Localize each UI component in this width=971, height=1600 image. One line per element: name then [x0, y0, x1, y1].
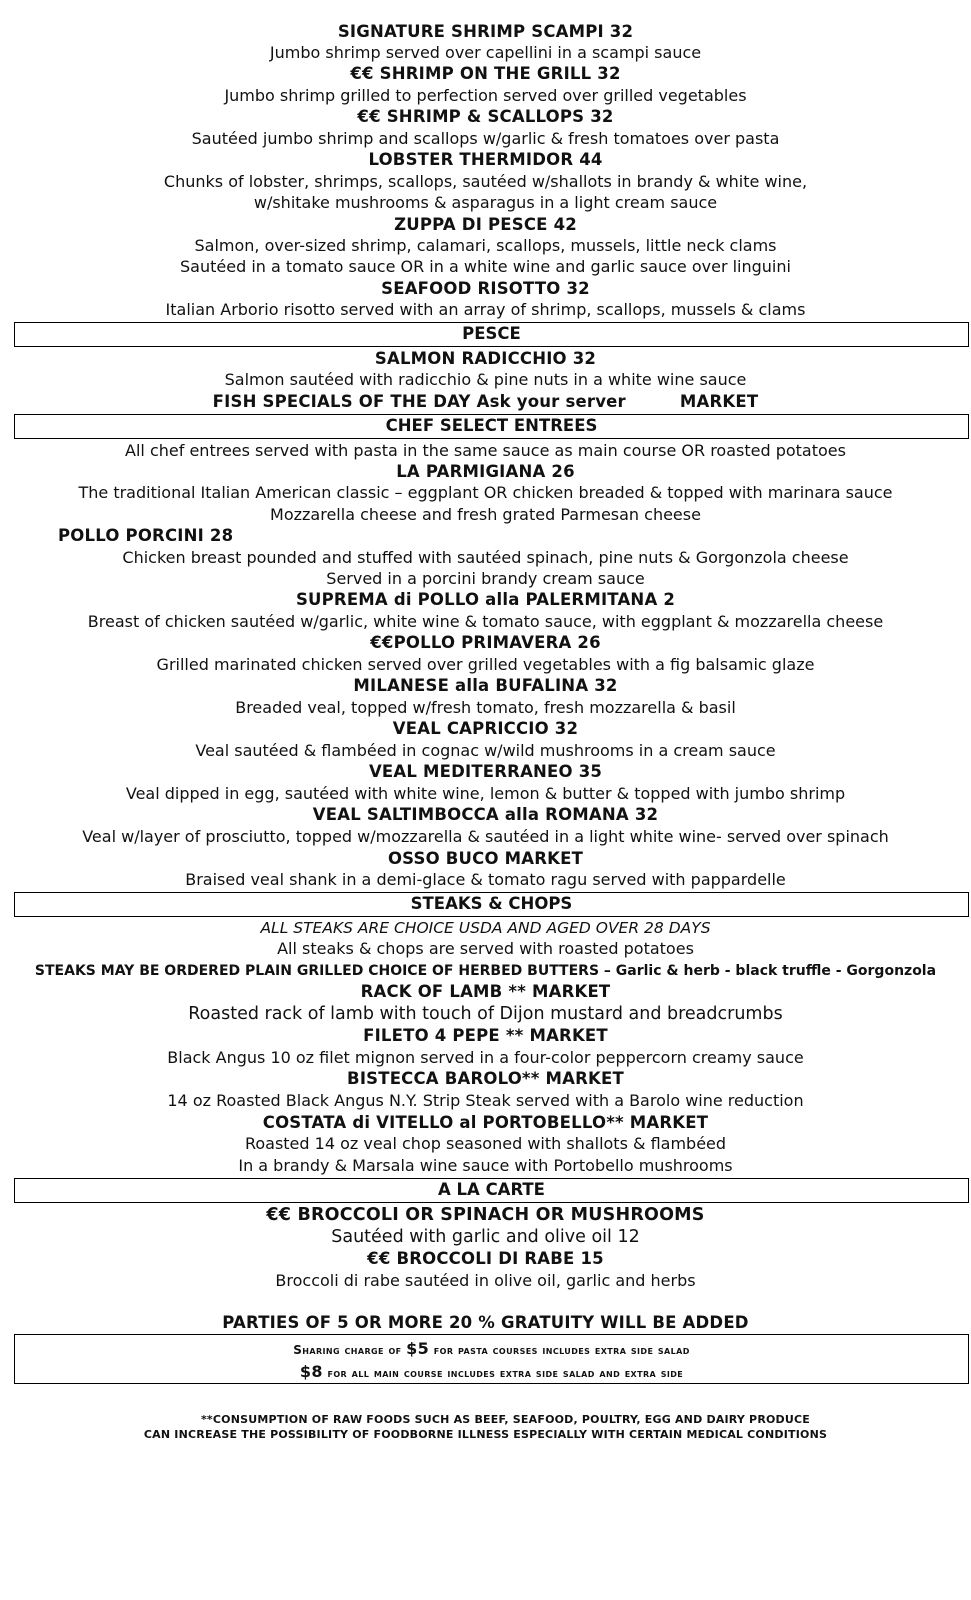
item-desc: Grilled marinated chicken served over grilled vegetables with a fig balsamic glaze: [156, 655, 815, 674]
item-title: €€ BROCCOLI OR SPINACH OR MUSHROOMS: [266, 1205, 705, 1225]
sharing-charge-price: $8: [299, 1362, 323, 1381]
item-desc: Roasted rack of lamb with touch of Dijon mustard and breadcrumbs: [188, 1004, 783, 1024]
item-title: SALMON RADICCHIO 32: [374, 349, 597, 368]
fish-specials-price: MARKET: [679, 392, 759, 411]
item-title: LA PARMIGIANA 26: [396, 462, 575, 481]
steaks-butters: STEAKS MAY BE ORDERED PLAIN GRILLED CHOICE OF HERBED BUTTERS – Garlic & herb - black truffle - Gorgonzola: [34, 963, 937, 979]
item-desc: Sautéed in a tomato sauce OR in a white wine and garlic sauce over linguini: [180, 257, 791, 276]
item-title: BISTECCA BAROLO** MARKET: [347, 1069, 624, 1088]
section-header-pesce: PESCE: [14, 322, 969, 347]
item-title: MILANESE alla BUFALINA 32: [353, 676, 618, 695]
item-title: RACK OF LAMB ** MARKET: [360, 982, 611, 1001]
item-title: SEAFOOD RISOTTO 32: [381, 279, 590, 298]
item-title: FILETO 4 PEPE ** MARKET: [363, 1026, 608, 1045]
item-title: €€ SHRIMP & SCALLOPS 32: [357, 107, 614, 126]
sharing-charge-line-1: [15, 1338, 968, 1361]
steaks-note-italic: ALL STEAKS ARE CHOICE USDA AND AGED OVER 28 DAYS: [260, 919, 711, 937]
item-desc: The traditional Italian American classic – eggplant OR chicken breaded & topped with marinara sauce: [78, 483, 893, 502]
item-title: €€POLLO PRIMAVERA 26: [370, 633, 601, 652]
raw-food-warning-line-2: CAN INCREASE THE POSSIBILITY OF FOODBORNE ILLNESS ESPECIALLY WITH CERTAIN MEDICAL CONDITIONS: [143, 1428, 828, 1441]
item-title: POLLO PORCINI 28: [58, 526, 234, 545]
steaks-note: All steaks & chops are served with roasted potatoes: [277, 939, 694, 958]
fish-specials: [0, 391, 971, 413]
item-desc: Chicken breast pounded and stuffed with sautéed spinach, pine nuts & Gorgonzola cheese: [122, 548, 849, 567]
item-desc: w/shitake mushrooms & asparagus in a light cream sauce: [253, 193, 718, 212]
sharing-charge-text: for pasta courses includes extra side salad: [429, 1343, 690, 1357]
item-title: €€ SHRIMP ON THE GRILL 32: [350, 64, 621, 83]
raw-food-warning-line-1: **CONSUMPTION OF RAW FOODS SUCH AS BEEF, SEAFOOD, POULTRY, EGG AND DAIRY PRODUCE: [200, 1413, 810, 1426]
item-desc: Breast of chicken sautéed w/garlic, white wine & tomato sauce, with eggplant & mozzarella cheese: [87, 612, 884, 631]
item-title: SUPREMA di POLLO alla PALERMITANA 2: [295, 590, 676, 609]
item-desc: Broccoli di rabe sautéed in olive oil, garlic and herbs: [275, 1271, 696, 1290]
item-desc: Salmon, over-sized shrimp, calamari, scallops, mussels, little neck clams: [194, 236, 777, 255]
item-title: VEAL SALTIMBOCCA alla ROMANA 32: [312, 805, 659, 824]
section-header-steaks: STEAKS & CHOPS: [14, 892, 969, 917]
item-desc: Salmon sautéed with radicchio & pine nuts in a white wine sauce: [224, 370, 747, 389]
item-desc: Sautéed with garlic and olive oil 12: [331, 1227, 640, 1247]
item-desc: Chunks of lobster, shrimps, scallops, sautéed w/shallots in brandy & white wine,: [163, 172, 808, 191]
item-title: OSSO BUCO MARKET: [387, 849, 584, 868]
item-desc: In a brandy & Marsala wine sauce with Portobello mushrooms: [238, 1156, 733, 1175]
sharing-charge-price: $5: [406, 1339, 430, 1358]
section-intro: All chef entrees served with pasta in the same sauce as main course OR roasted potatoes: [125, 441, 846, 460]
item-desc: Jumbo shrimp grilled to perfection served over grilled vegetables: [224, 86, 747, 105]
item-desc: Breaded veal, topped w/fresh tomato, fresh mozzarella & basil: [235, 698, 736, 717]
gratuity-notice: PARTIES OF 5 OR MORE 20 % GRATUITY WILL BE ADDED: [222, 1313, 749, 1332]
section-header-chef: CHEF SELECT ENTREES: [14, 414, 969, 439]
item-desc: Roasted 14 oz veal chop seasoned with shallots & flambéed: [244, 1134, 727, 1153]
sharing-charge-line-2: [15, 1361, 968, 1384]
sharing-charge-text: for all main course includes extra side salad and extra side: [322, 1366, 684, 1380]
item-title: SIGNATURE SHRIMP SCAMPI 32: [337, 22, 634, 41]
item-title: ZUPPA DI PESCE 42: [394, 215, 577, 234]
item-desc: Braised veal shank in a demi-glace & tomato ragu served with pappardelle: [185, 870, 786, 889]
item-title: €€ BROCCOLI DI RABE 15: [367, 1249, 604, 1268]
item-desc: Veal w/layer of prosciutto, topped w/mozzarella & sautéed in a light white wine- served over spinach: [82, 827, 889, 846]
section-header-alacarte: A LA CARTE: [14, 1178, 969, 1203]
item-desc: Veal dipped in egg, sautéed with white wine, lemon & butter & topped with jumbo shrimp: [125, 784, 846, 803]
fish-specials-label: FISH SPECIALS OF THE DAY Ask your server: [212, 392, 626, 411]
item-title: LOBSTER THERMIDOR 44: [368, 150, 603, 169]
item-title: VEAL MEDITERRANEO 35: [368, 762, 603, 781]
sharing-charge-text: Sharing charge of: [293, 1343, 407, 1357]
item-desc: Jumbo shrimp served over capellini in a scampi sauce: [269, 43, 702, 62]
item-desc: Veal sautéed & flambéed in cognac w/wild mushrooms in a cream sauce: [195, 741, 776, 760]
item-desc: Sautéed jumbo shrimp and scallops w/garlic & fresh tomatoes over pasta: [191, 129, 780, 148]
item-desc: Black Angus 10 oz filet mignon served in a four-color peppercorn creamy sauce: [167, 1048, 804, 1067]
item-desc: 14 oz Roasted Black Angus N.Y. Strip Steak served with a Barolo wine reduction: [167, 1091, 804, 1110]
item-title: COSTATA di VITELLO al PORTOBELLO** MARKET: [262, 1113, 709, 1132]
item-desc: Mozzarella cheese and fresh grated Parmesan cheese: [270, 505, 701, 524]
item-desc: Italian Arborio risotto served with an array of shrimp, scallops, mussels & clams: [165, 300, 806, 319]
sharing-charge-box: [14, 1334, 969, 1384]
item-desc: Served in a porcini brandy cream sauce: [326, 569, 645, 588]
item-title: VEAL CAPRICCIO 32: [392, 719, 579, 738]
